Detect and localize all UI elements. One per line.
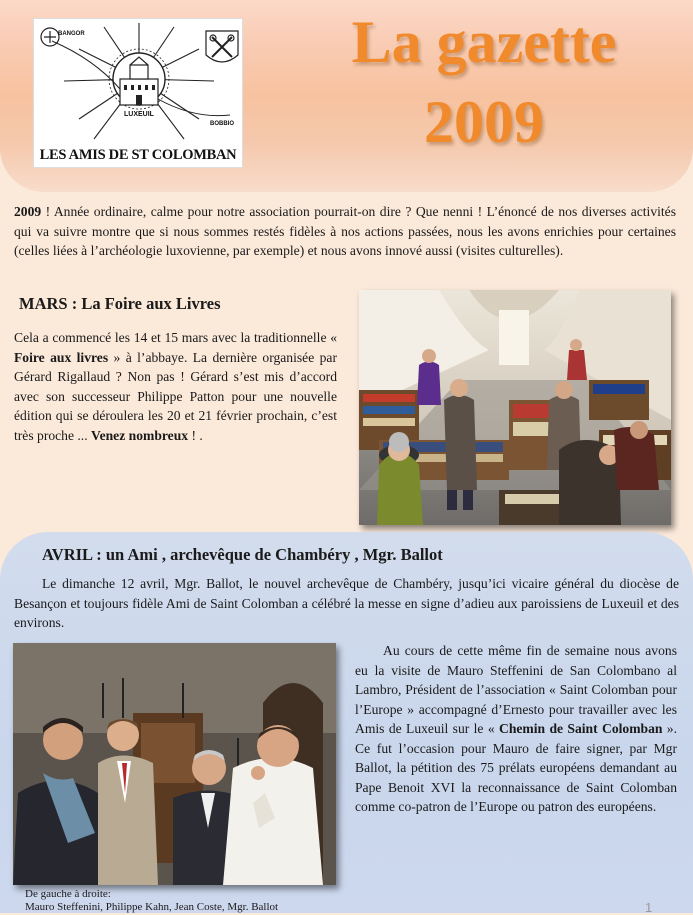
association-logo (33, 18, 243, 168)
visit-paragraph (355, 641, 677, 817)
intro-text: ! Année ordinaire, calme pour notre association pourrait-on dire ? Que nenni ! L’énoncé de nos diverses activités qui va suivre montre que si nous sommes restés fidèles à nos actions passées, nous les avons enrichies pour certaines (celles liées à l’archéologie luxovienne, par exemple) et nous avons innové aussi (visites culturelles). (14, 204, 676, 258)
mars-bold-1: Foire aux livres (14, 349, 109, 365)
group-photo (13, 643, 336, 885)
mars-text-1: Cela a commencé les 14 et 15 mars avec la traditionnelle « (14, 330, 337, 345)
logo-label-bangor: BANGOR (58, 31, 85, 37)
logo-label-luxeuil: LUXEUIL (124, 111, 154, 118)
gazette-title (318, 2, 650, 162)
intro-year: 2009 (14, 204, 42, 219)
page-number: 1 (645, 900, 653, 915)
caption-line1: De gauche à droite: (25, 888, 111, 900)
avril-paragraph: Le dimanche 12 avril, Mgr. Ballot, le nouvel archevêque de Chambéry, jusqu’ici vicaire général du diocèse de Besançon et toujours fidèle Ami de Saint Colomban a célébré la messe en signe d’adieu aux paroissiens de Luxeuil et des environs. (14, 576, 679, 630)
mars-text-2: » à l’abbaye. La dernière organisée par Gérard Rigallaud ? Non pas ! Gérard s’est mis d’accord avec son successeur Philippe Patton pour une nouvelle édition qui se déroulera les 20 et 21 février prochain, c’est très proche ... (14, 349, 337, 443)
intro-paragraph (14, 202, 676, 261)
visit-text-1: Au cours de cette même fin de semaine nous avons eu la visite de Mauro Steffenini de San Colombano al Lambro, Président de l’association « Saint Colomban pour l’Europe » accompagné d’Ernesto pour travailler avec les Amis de Luxeuil sur le « (355, 643, 677, 736)
logo-label-bobbio: BOBBIO (210, 121, 234, 127)
visit-text-2: ». Ce fut l’occasion pour Mauro de faire signer, par Mgr Ballot, la pétition des 75 prélats européens demandant au Pape Benoit XVI la reconnaissance de Saint Colomban comme co-patron de l’Europe ou patron des européens. (355, 721, 678, 814)
mars-bold-2: Venez nombreux (91, 427, 189, 443)
caption-line2: Mauro Steffenini, Philippe Kahn, Jean Coste, Mgr. Ballot (25, 901, 279, 913)
mars-text-3: ! . (188, 427, 203, 443)
visit-bold: Chemin de Saint Colomban (499, 721, 663, 736)
gazette-title-line1: La gazette (351, 9, 617, 75)
gazette-title-year: 2009 (424, 89, 544, 155)
mars-paragraph (14, 328, 337, 445)
mars-section-title: MARS : La Foire aux Livres (19, 294, 221, 313)
logo-name: LES AMIS DE ST COLOMBAN (39, 147, 237, 163)
avril-section-title: AVRIL : un Ami , archevêque de Chambéry , Mgr. Ballot (42, 545, 443, 564)
photo-caption (25, 888, 355, 914)
book-fair-photo (359, 290, 671, 525)
